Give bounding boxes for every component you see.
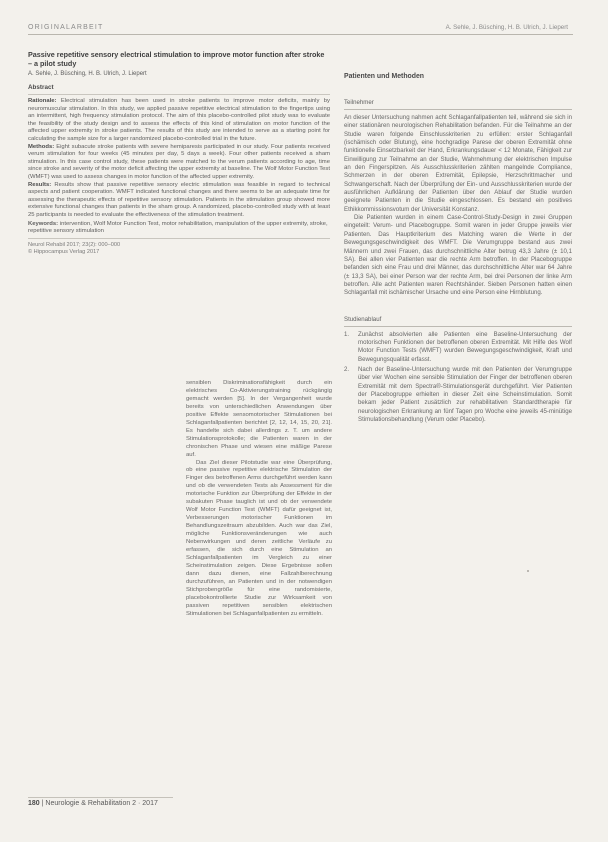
middle-column (186, 380, 332, 619)
article-title-en: Passive repetitive sensory electrical stimulation to improve motor function after stroke – a pilot study (28, 50, 325, 68)
body-paragraph: Das Ziel dieser Pilotstudie war eine Überprüfung, ob eine passive repetitive elektrische Stimulation der Finger des betroffenen Arms durchgeführt werden kann und ob die verwendeten Tests als Assessment für die motorische Funktion zur Überprüfung der Effekte in der subakuten Phase tauglich ist und ob der verwendete Wolf Motor Function Test (WMFT) dafür geeignet ist, Verbesserungen motorischer Funktionen im Behandlungszeitraum abzubilden. Auch war das Ziel, mögliche Funktionsveränderungen wie auch Nebenwirkungen und deren zeitliche Verläufe zu erfassen, die sich durch eine Stimulation an Schlaganfallpatienten im Vergleich zu einer Scheinstimulation zeigen. Diese Ergebnisse sollen dann dazu dienen, eine Fallzahlberechnung durchzuführen, an Patienten und in der notwendigen Stichprobengröße für eine randomisierte, placebokontrollierte Studie zur Wirksamkeit von passiven repetitiven sensiblen elektrischen Stimulationen bei Schlaganfallpatienten zu ermitteln. (186, 459, 332, 617)
header-rule (28, 34, 573, 35)
body-paragraph: sensiblen Diskriminationsfähigkeit durch ein elektrisches Co-Aktivierungstraining rückgängig gemacht werden [5]. In der Vergangenheit wurde bereits von unterschiedlichen Anwendungen über positive Effekte sensomotorischer Stimulationen bei Schlaganfallpatienten berichtet [2, 12, 14, 15, 20, 21]. Es handelte sich dabei allerdings z. T. um andere Stimulationsprotokolle; die Patienten waren in der chronischen Phase und wiesen eine mäßige Parese auf. (186, 380, 332, 458)
authors-line: A. Sehle, J. Büsching, H. B. Ulrich, J. Liepert (28, 71, 147, 77)
footer-rule (28, 797, 173, 798)
list-item: 1. Zunächst absolvierten alle Patienten eine Baseline-Untersuchung der motorischen Funktionen der betroffenen oberen Extremität. Mit Hilfe des Wolf Motor Function Tests (WMFT) wurden Bewegungsgeschwindigkeit, Kraft und Bewegungsqualität erfasst. (344, 330, 572, 363)
subsection-heading: Studienablauf (344, 315, 382, 323)
abstract-rationale: Rationale: Electrical stimulation has been used in stroke patients to improve motor deficits, mainly by neuromuscular stimulation. In this study, we applied passive repetitive electrical stimulation to the fingertips using an intermittent, high frequency stimulation protocol. The aim of this placebo-controlled pilot study was to evaluate the feasibility of the study design and to assess the effects of this kind of stimulation on motor function of the affected upper extremity in stroke patients. The results of this study are intended to serve as a starting point for calculating the sample size for a larger randomized placebo-controlled trial in the future. (28, 98, 330, 142)
keywords: Keywords: intervention, Wolf Motor Function Test, motor rehabilitation, manipulation of the upper extremity, stroke, repetitive sensory stimulation (28, 220, 328, 235)
abstract-methods: Methods: Eight subacute stroke patients with severe hemiparesis participated in our study. Four patients received verum stimulation for four weeks (45 minutes per day, 5 days a week). Four other patients received a sham stimulation. In this case control study, these patients were matched to the verum patients according to age, time since stroke and severity of the motor deficit affecting the upper extremity at baseline. The Wolf Motor Function Test (WMFT) was used to assess changes in motor function of the affected upper extremity. (28, 143, 330, 180)
english-abstract (28, 50, 330, 372)
body-paragraph: Die Patienten wurden in einem Case-Control-Study-Design in zwei Gruppen eingeteilt: Verum- und Placebogruppe. Somit waren in jeder Gruppe jeweils vier Patienten. Das Hauptkriterium des Matching waren die Werte in der Bewegungsgeschwindigkeit des WMFT. Die Verumgruppe bestand aus zwei Männern und zwei Frauen, das durchschnittliche Alter betrug 43,3 Jahre (± 10,1 SA). Bei allen vier Patienten war die rechte Arm betroffen. In der Placebogruppe befanden sich eine Frau und drei Männer, das durchschnittliche Alter war 64 Jahre (± 13,3 SA), bei einer Person war der rechte Arm, bei drei Personen der linke Arm betroffen. Alle acht Patienten waren Rechtshänder. Sieben Personen hatten einen Schlaganfall mit ischämischer Ursache und eine Person eine Hirnblutung. (344, 214, 572, 297)
page-number: 180 (28, 800, 40, 807)
page-footer (28, 800, 158, 807)
procedure-list (344, 331, 572, 425)
abstract-heading: Abstract (28, 84, 54, 91)
scan-speck (527, 570, 529, 572)
copyright-line: © Hippocampus Verlag 2017 (28, 249, 100, 256)
abstract-results: Results: Results show that passive repetitive sensory electric stimulation was feasible in regard to technical aspects and patient cooperation. WMFT indicated functional changes and there seems to be an adequate time for assessing the therapeutic effects of repetitive sensory stimulation. Patients in the stimulation group showed more extensive functional changes than patients in the sham group. A randomized, placebo-controlled study with at least 25 participants is needed to evaluate the effectiveness of the stimulation treatment. (28, 181, 330, 218)
running-head-left: ORIGINALARBEIT (28, 24, 104, 31)
journal-name: | Neurologie & Rehabilitation 2 · 2017 (41, 800, 158, 807)
subsection-rule (344, 109, 572, 110)
subsection-heading: Teilnehmer (344, 99, 374, 106)
citation-line: Neurol Rehabil 2017; 23(2): 000–000 (28, 241, 121, 248)
meta-rule (28, 238, 330, 239)
section-heading: Patienten und Methoden (344, 73, 425, 80)
subsection-rule (344, 326, 572, 327)
running-head-right: A. Sehle, J. Büsching, H. B. Ulrich, J. Liepert (445, 24, 568, 31)
list-item: 2. Nach der Baseline-Untersuchung wurde mit den Patienten der Verumgruppe über vier Wochen eine sensible Stimulation der Finger der betroffenen oberen Extremität mit dem Spectra®-Stimulationsgerät durchgeführt. Vier Patienten der Placebogruppe erhielten in dieser Zeit eine Scheinstimulation. Somit bekam jeder Patient zusätzlich zur rehabilitativen Standardtherapie für neurologischen Erkrankung an fünf Tagen pro Woche eine jeweils 45-minütige Stimulationsbehandlung (Verum oder Placebo). (344, 365, 572, 423)
body-paragraph: An dieser Untersuchung nahmen acht Schlaganfallpatienten teil, während sie sich in einer stationären neurologischen Rehabilitation befanden. Für die Teilnahme an der Studie waren folgende Einschlusskriterien zu erfüllen: erster Schlaganfall (ischämisch oder Blutung), eine hochgradige Parese der oberen Extremität ohne funktionelle Einsetzbarkeit der Hand, Erkrankungsdauer < 12 Monate, Fähigkeit zur Einwilligung zur Teilnahme an der Studie, Wahrnehmung der elektrischen Impulse an den Fingerspitzen. Als Ausschlusskriterien zählten mangelnde Compliance, Schmerzen in der oberen Extremität, Epilepsie, Herzschrittmacher und Schwangerschaft. Nach der Überprüfung der Ein- und Ausschlusskriterien wurde der ausführlichen Aufklärung der Patienten über den Ablauf der Studie wurden geeignete Patienten in die Studie eingeschlossen. Es bestand ein positives Ethikkommissionsvotum der Universität Konstanz. (344, 114, 572, 213)
right-column (344, 72, 572, 426)
abstract-rule (28, 94, 330, 95)
